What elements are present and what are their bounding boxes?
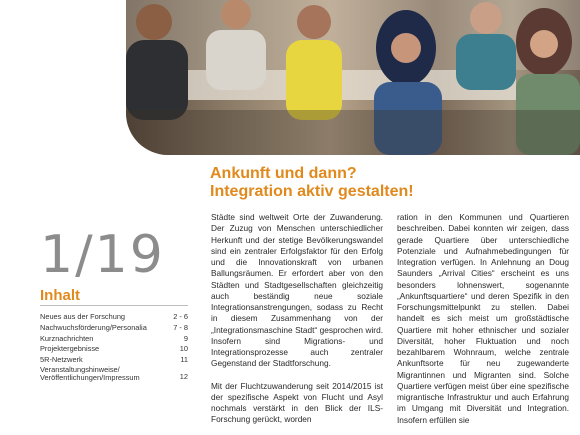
headline-line-1: Ankunft und dann?: [210, 165, 357, 182]
toc-item-label: Neues aus der Forschung: [40, 312, 126, 321]
toc-item-page: 2 - 6: [173, 312, 188, 321]
toc-item-page: 12: [179, 372, 188, 382]
article-column-2: [397, 212, 569, 435]
article-paragraph: Städte sind weltweit Orte der Zuwanderung. Der Zuzug von Menschen unterschiedlicher Herkunft und der stetige Bevölkerungswandel sind ein zentraler Erfolgsfaktor für den Erfolg und die Innovationskraft von urbanen Ballungsräumen. Er erfordert aber von den Städten und Stadtgesellschaften gleichzeitig auch beständig neue soziale Integrationsanstrengungen, sodass zu Recht in diesem Zusammenhang von der „Integrationsmaschine Stadt“ gesprochen wird. Insofern sind Migrations- und Integrationsprozesse auch zentraler Gegenstand der Stadtforschung.: [211, 212, 383, 369]
toc-item-page: 10: [179, 344, 188, 354]
article-headline: [210, 165, 570, 201]
toc-divider: [40, 305, 188, 306]
toc-item-page: 9: [183, 333, 188, 343]
toc-item[interactable]: [40, 366, 188, 383]
toc-item-label: Veranstaltungshinweise/ Veröffentlichungen/Impressum: [40, 364, 140, 383]
toc-item[interactable]: [40, 312, 188, 323]
toc-item-page: 11: [180, 355, 188, 365]
toc-item-label: Projektergebnisse: [40, 344, 100, 354]
article-paragraph: Mit der Fluchtzuwanderung seit 2014/2015 ist der spezifische Aspekt von Flucht und Asyl nochmals verstärkt in den Blick der ILS-Forschung gerückt, worden: [211, 380, 383, 425]
headline-line-2: Integration aktiv gestalten!: [210, 183, 414, 200]
toc-item[interactable]: [40, 323, 188, 334]
toc-item-page: 7 - 8: [173, 322, 188, 332]
toc-item-label: Kurznachrichten: [40, 333, 94, 343]
toc-title: Inhalt: [40, 287, 80, 304]
article-paragraph: ration in den Kommunen und Quartieren beschreiben. Dabei konnten wir zeigen, dass gerade Quartiere über unterschiedliche Potenziale und Aufnahmebedingungen für Integration verfügen. In Anlehnung an Doug Saunders „Arrival Cities“ erscheint es uns besonders lohnenswert, sogenannte „Ankunftsquartiere“ und deren Spezifik in den Forschungsmittelpunkt zu stellen. Dabei handelt es sich meist um großstädtische Quartiere mit hoher ethnischer und sozialer Diversität, hoher Fluktuation und noch bezahlbarem Wohnraum, welche zentrale Ankunftsorte für neu zugewanderte Migrantinnen und Migranten sind. Solche Quartiere verfügen meist über eine spezifische migrantische Infrastruktur und auch Erfahrung im Umgang mit Diversität und Integration. Insofern erfüllen sie: [397, 212, 569, 425]
table-of-contents: [40, 312, 188, 383]
toc-item-label: Nachwuchsförderung/Personalia: [40, 322, 147, 332]
article-column-1: [211, 212, 383, 435]
toc-item-label: 5R-Netzwerk: [40, 355, 83, 365]
header-photo: [126, 0, 580, 155]
issue-number: 1/19: [40, 225, 165, 285]
toc-item[interactable]: [40, 344, 188, 355]
group-photo-image: [126, 0, 580, 155]
toc-item[interactable]: [40, 334, 188, 345]
